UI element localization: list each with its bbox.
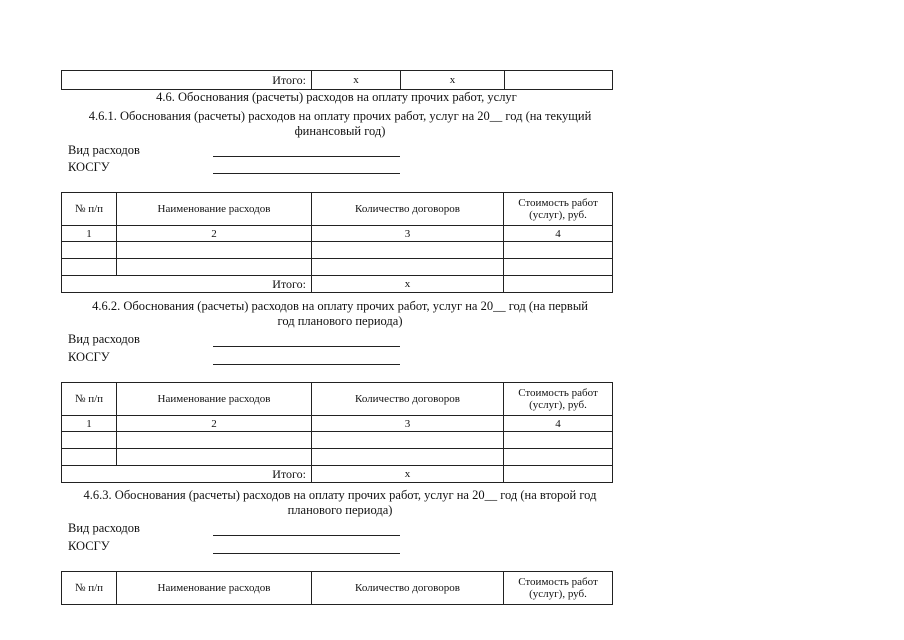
col-number: 1 [62,416,117,432]
top-total-table [61,70,613,90]
kosgu-field[interactable] [213,173,400,174]
empty-cell[interactable] [62,259,117,276]
vid-raskhodov-label: Вид расходов [68,521,140,535]
vid-raskhodov-field[interactable] [213,346,400,347]
expense-table [61,571,613,605]
empty-cell[interactable] [312,432,504,449]
empty-cell[interactable] [117,259,312,276]
subsection-heading-line2: год планового периода) [277,314,403,328]
empty-cell[interactable] [312,259,504,276]
empty-cell[interactable] [312,449,504,466]
empty-cell[interactable] [62,242,117,259]
col-number: 2 [117,416,312,432]
total-count: х [312,466,504,483]
total-label: Итого: [62,276,312,293]
header-count: Количество договоров [312,193,504,226]
kosgu-field[interactable] [213,364,400,365]
total-cost[interactable] [504,466,613,483]
top-total-cell: х [401,71,505,90]
subsection-heading-line2: планового периода) [287,503,393,517]
col-number: 3 [312,416,504,432]
top-total-label: Итого: [62,71,312,90]
col-number: 4 [504,416,613,432]
empty-cell[interactable] [312,242,504,259]
empty-cell[interactable] [504,432,613,449]
total-cost[interactable] [504,276,613,293]
empty-cell[interactable] [504,259,613,276]
header-num: № п/п [62,383,117,416]
empty-cell[interactable] [504,242,613,259]
kosgu-field[interactable] [213,553,400,554]
subsection-heading-line1: 4.6.1. Обоснования (расчеты) расходов на оплату прочих работ, услуг на 20__ год (на текущий [88,109,592,123]
top-total-cell [505,71,613,90]
header-name: Наименование расходов [117,572,312,605]
col-number: 1 [62,226,117,242]
subsection-heading-line2: финансовый год) [294,124,386,138]
vid-raskhodov-label: Вид расходов [68,143,140,157]
expense-table [61,382,613,483]
empty-cell[interactable] [504,449,613,466]
vid-raskhodov-label: Вид расходов [68,332,140,346]
empty-cell[interactable] [117,432,312,449]
subsection-heading-line1: 4.6.3. Обоснования (расчеты) расходов на оплату прочих работ, услуг на 20__ год (на второй год [83,488,597,502]
col-number: 2 [117,226,312,242]
empty-cell[interactable] [62,432,117,449]
header-name: Наименование расходов [117,193,312,226]
header-num: № п/п [62,572,117,605]
subsection-heading-line1: 4.6.2. Обоснования (расчеты) расходов на оплату прочих работ, услуг на 20__ год (на первый [92,299,588,313]
header-cost: Стоимость работ (услуг), руб. [504,383,613,416]
header-cost: Стоимость работ (услуг), руб. [504,572,613,605]
header-name: Наименование расходов [117,383,312,416]
col-number: 4 [504,226,613,242]
kosgu-label: КОСГУ [68,160,110,174]
empty-cell[interactable] [117,449,312,466]
expense-table [61,192,613,293]
col-number: 3 [312,226,504,242]
header-count: Количество договоров [312,572,504,605]
empty-cell[interactable] [62,449,117,466]
header-count: Количество договоров [312,383,504,416]
kosgu-label: КОСГУ [68,539,110,553]
kosgu-label: КОСГУ [68,350,110,364]
top-total-cell: х [312,71,401,90]
total-count: х [312,276,504,293]
section-title: 4.6. Обоснования (расчеты) расходов на оплату прочих работ, услуг [156,90,517,104]
total-label: Итого: [62,466,312,483]
header-num: № п/п [62,193,117,226]
vid-raskhodov-field[interactable] [213,535,400,536]
header-cost: Стоимость работ (услуг), руб. [504,193,613,226]
empty-cell[interactable] [117,242,312,259]
vid-raskhodov-field[interactable] [213,156,400,157]
